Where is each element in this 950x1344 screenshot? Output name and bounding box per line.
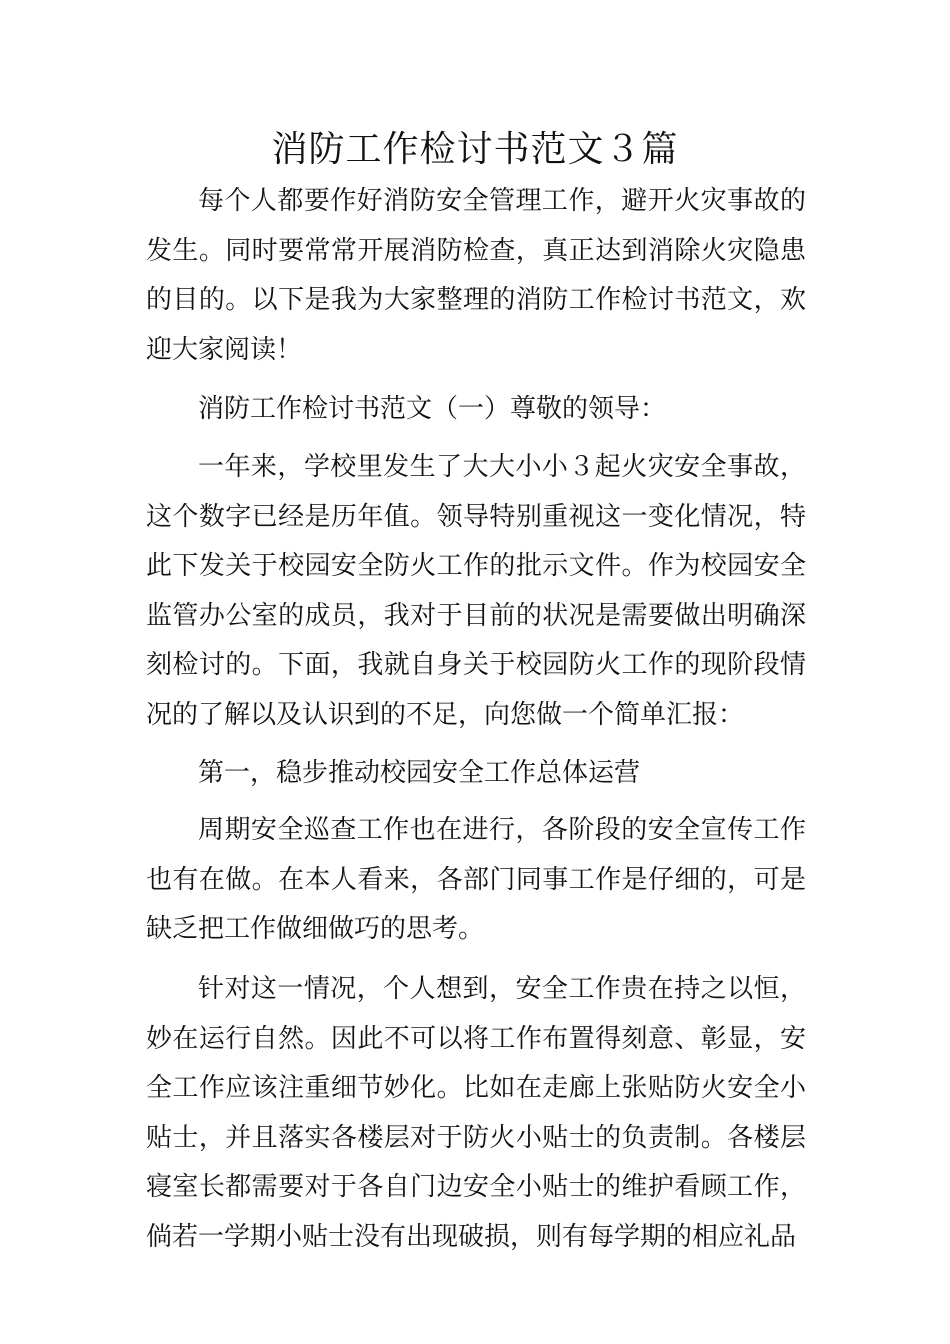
inspection-paragraph: 周期安全巡查工作也在进行，各阶段的安全宣传工作也有在做。在本人看来，各部门同事工作是仔细的，可是缺乏把工作做细做巧的思考。 (146, 815, 806, 945)
intro-paragraph: 每个人都要作好消防安全管理工作，避开火灾事故的发生。同时要常常开展消防检查，真正达到消除火灾隐患的目的。以下是我为大家整理的消防工作检讨书范文，欢迎大家阅读！ (146, 186, 806, 365)
document-body (146, 177, 806, 1262)
point-one-heading: 第一，稳步推动校园安全工作总体运营 (198, 757, 641, 788)
document-title: 消防工作检讨书范文３篇 (271, 129, 679, 170)
section-heading-paragraph: 消防工作检讨书范文（一）尊敬的领导： (198, 394, 667, 425)
report-paragraph: 一年来，学校里发生了大大小小３起火灾安全事故，这个数字已经是历年值。领导特别重视这一变化情况，特此下发关于校园安全防火工作的批示文件。作为校园安全监管办公室的成员，我对于目前的状况是需要做出明确深刻检讨的。下面，我就自身关于校园防火工作的现阶段情况的了解以及认识到的不足，向您做一个简单汇报： (146, 451, 806, 730)
improvement-paragraph: 针对这一情况，个人想到，安全工作贵在持之以恒，妙在运行自然。因此不可以将工作布置得刻意、彰显，安全工作应该注重细节妙化。比如在走廊上张贴防火安全小贴士，并且落实各楼层对于防火小贴士的负责制。各楼层寝室长都需要对于各自门边安全小贴士的维护看顾工作，倘若一学期小贴士没有出现破损，则有每学期的相应礼品 (146, 973, 806, 1252)
